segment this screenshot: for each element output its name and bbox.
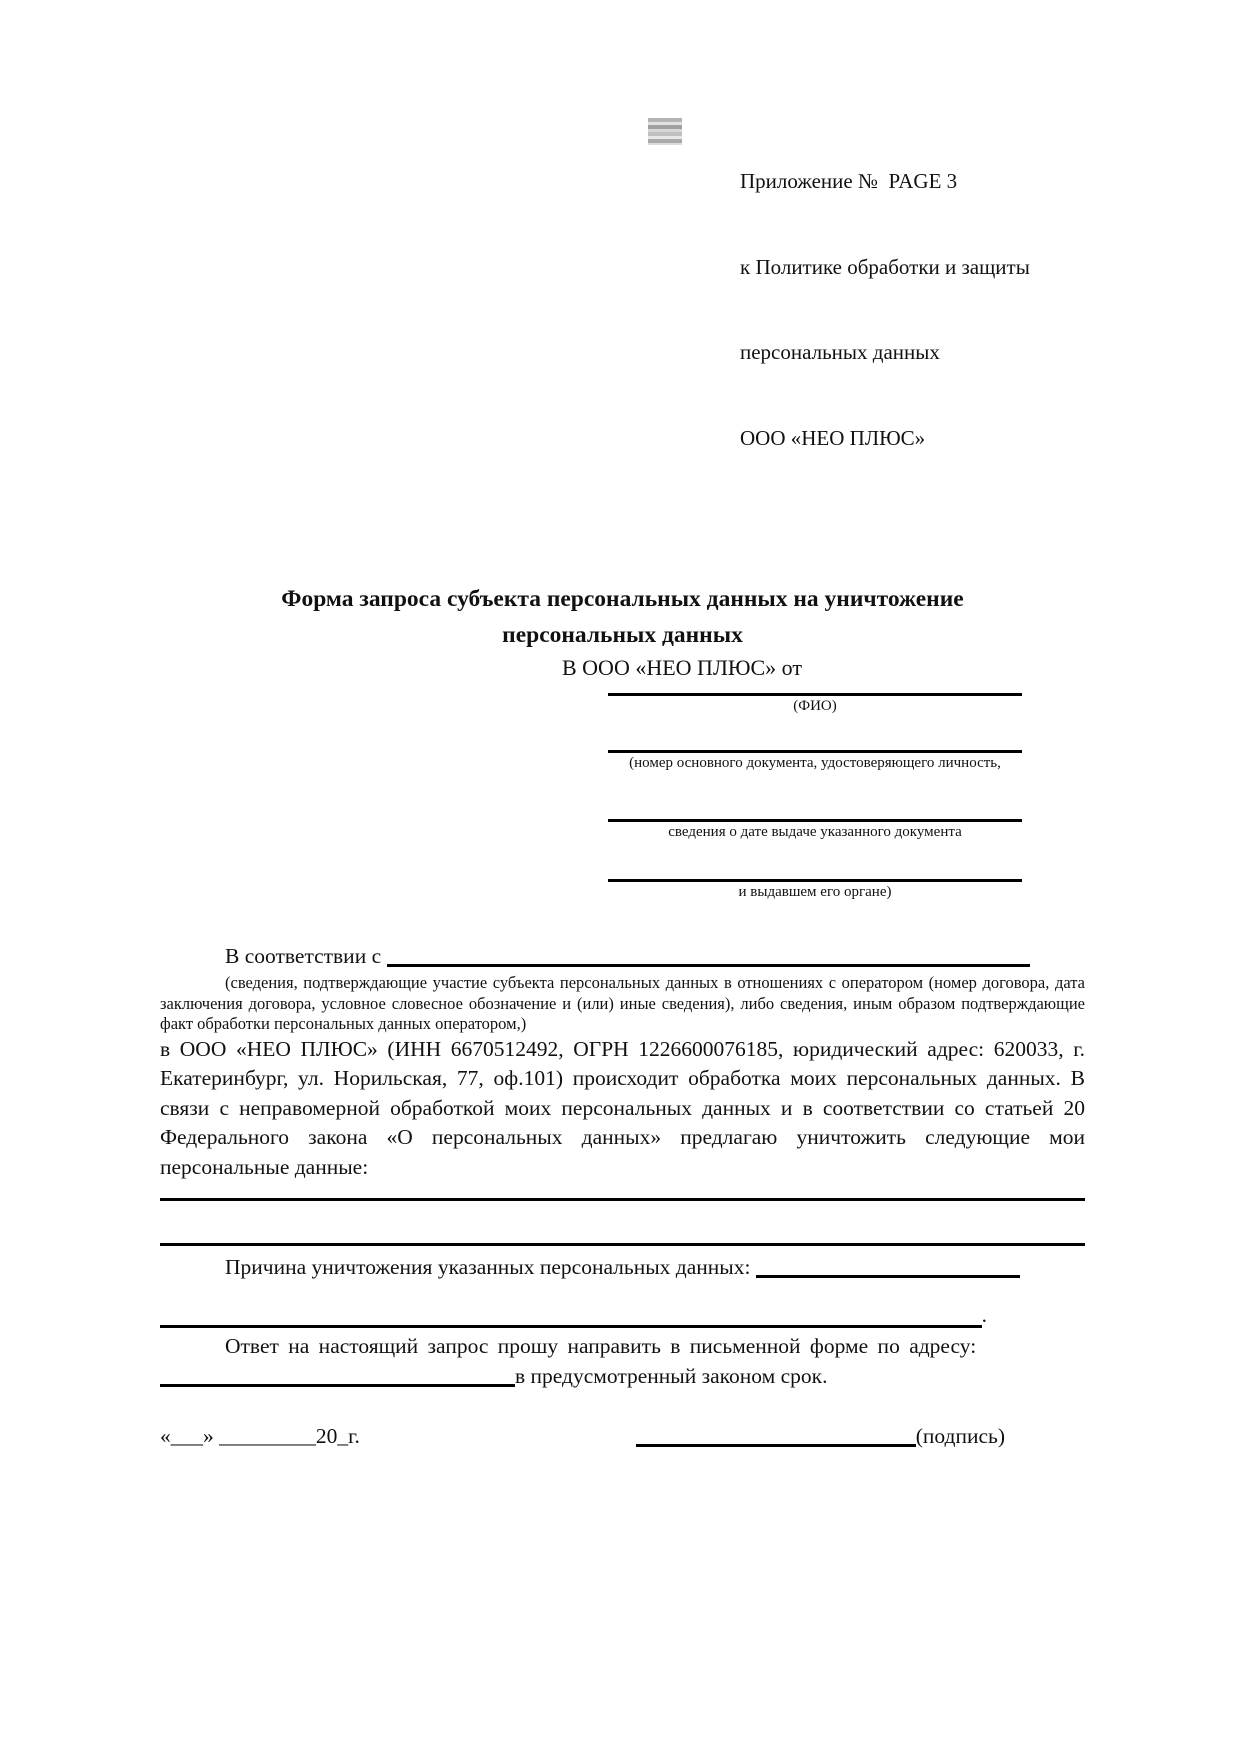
blank-line <box>387 964 1030 967</box>
response-address-line: Ответ на настоящий запрос прошу направить в письменной форме по адресу: <box>225 1334 977 1358</box>
date-signature-row <box>160 1421 1085 1451</box>
signature-group <box>636 1421 1005 1451</box>
blank-line <box>608 809 1022 822</box>
policy-line-1: к Политике обработки и защиты <box>740 254 1030 279</box>
blank-line <box>160 1325 982 1328</box>
field-caption: (ФИО) <box>793 698 837 714</box>
reason-continuation-row <box>160 1298 1085 1328</box>
blank-line <box>160 1198 1085 1201</box>
accordance-row <box>160 941 1085 971</box>
signature-caption: (подпись) <box>915 1424 1005 1448</box>
image-placeholder-icon <box>648 118 682 145</box>
appendix-number-line: Приложение № PAGE 3 <box>740 169 958 193</box>
reason-row <box>160 1253 1085 1282</box>
sentence-period: . <box>981 1303 987 1327</box>
blank-field-issue-date <box>608 809 1022 843</box>
appendix-header <box>740 110 1085 509</box>
blank-line <box>608 869 1022 882</box>
addressee-line: В ООО «НЕО ПЛЮС» от <box>562 655 802 680</box>
accordance-label: В соответствии с <box>225 944 382 968</box>
body-paragraph: в ООО «НЕО ПЛЮС» (ИНН 6670512492, ОГРН 1226600076185, юридический адрес: 620033, г. Екатеринбург, ул. Норильская, 77, оф.101) происходит обработка моих персональных данных. В связи с неправомерной обработкой моих персональных данных и в соответствии со статьей 20 Федерального закона «О персональных данных» предлагаю уничтожить следующие мои персональные данные: <box>160 1036 1085 1179</box>
field-caption: (номер основного документа, удостоверяющего личность, <box>629 755 1001 771</box>
blank-field-fio <box>608 683 1022 717</box>
policy-line-2: персональных данных <box>740 340 940 364</box>
accordance-note: (сведения, подтверждающие участие субъекта персональных данных в отношениях с оператором (номер договора, дата заключения договора, условное словесное обозначение и (или) иные сведения), либо сведения, иным образом подтверждающие факт обработки персональных данных оператором,) <box>160 973 1085 1033</box>
blank-line <box>608 683 1022 696</box>
blank-line <box>756 1275 1020 1278</box>
blank-line <box>160 1243 1085 1246</box>
signature-line <box>636 1444 916 1447</box>
blank-fields-block <box>608 683 1022 903</box>
field-caption: и выдавшем его органе) <box>738 884 892 900</box>
response-term-row <box>160 1361 1085 1391</box>
title-line-2: персональных данных <box>502 622 743 648</box>
field-caption: сведения о дате выдаче указанного документа <box>668 824 962 840</box>
blank-line <box>608 740 1022 753</box>
reason-label: Причина уничтожения указанных персональных данных: <box>225 1255 751 1279</box>
response-term-label: в предусмотренный законом срок. <box>515 1364 828 1388</box>
date-blank: «___» _________20_г. <box>160 1424 360 1448</box>
document-title <box>160 581 1085 653</box>
blank-field-issuing-authority <box>608 869 1022 903</box>
title-line-1: Форма запроса субъекта персональных данных на уничтожение <box>281 586 964 612</box>
blank-line <box>160 1384 515 1387</box>
company-name: ООО «НЕО ПЛЮС» <box>740 425 926 450</box>
blank-field-document-number <box>608 740 1022 774</box>
